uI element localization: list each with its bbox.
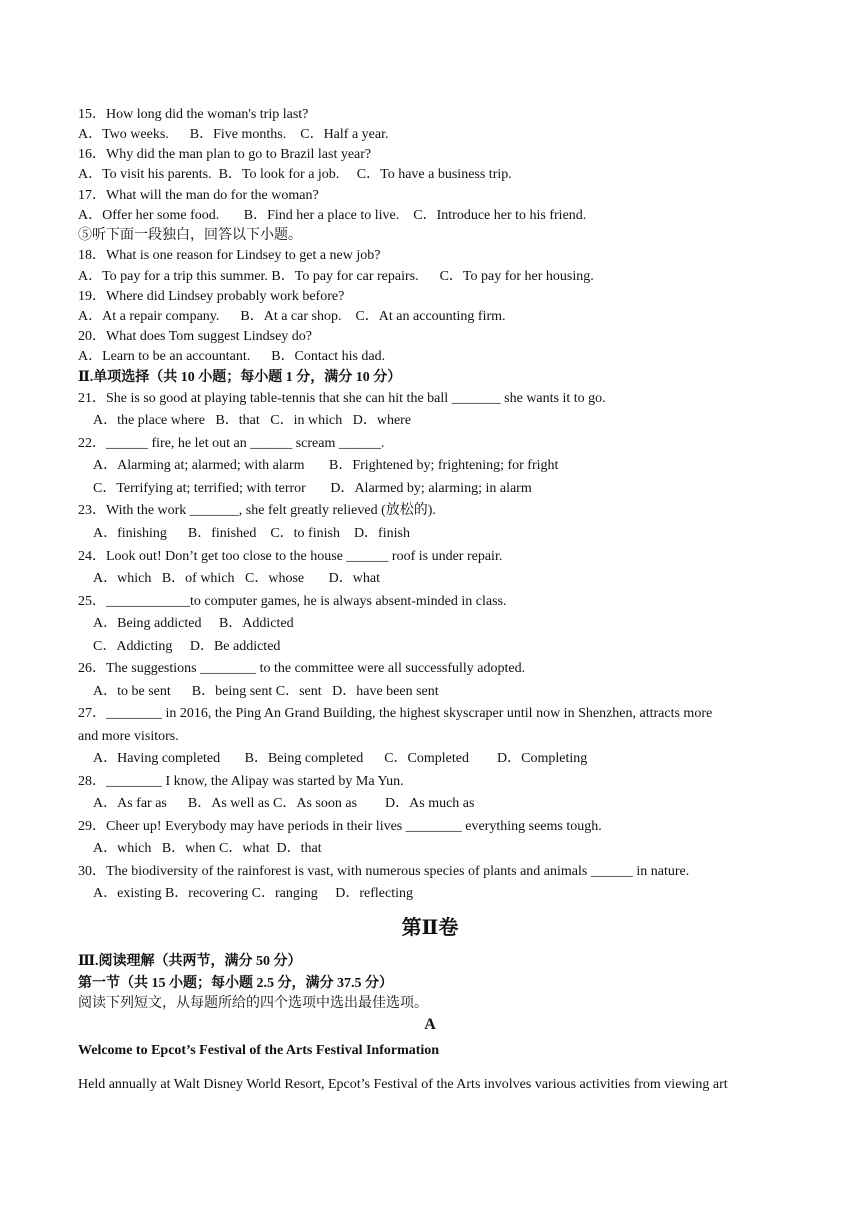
- passage-label: A: [424, 1016, 436, 1033]
- section-heading-single-choice: Ⅱ.单项选择（共 10 小题；每小题 1 分，满分 10 分）: [78, 370, 402, 385]
- options-16: A．To visit his parents. B．To look for a job. C．To have a business trip.: [78, 167, 512, 182]
- options-27: A．Having completed B．Being completed C．Completed D．Completing: [93, 751, 588, 766]
- question-28: 28．________ I know, the Alipay was started by Ma Yun.: [78, 774, 404, 789]
- part-two-title: 第Ⅱ卷: [401, 917, 459, 939]
- question-19: 19．Where did Lindsey probably work before?: [78, 289, 345, 304]
- question-26: 26．The suggestions ________ to the committee were all successfully adopted.: [78, 661, 526, 676]
- options-18: A．To pay for a trip this summer. B．To pay for car repairs. C．To pay for her housing.: [78, 269, 594, 284]
- question-17: 17．What will the man do for the woman?: [78, 188, 319, 203]
- question-22: 22．______ fire, he let out an ______ scream ______.: [78, 436, 385, 451]
- question-29: 29．Cheer up! Everybody may have periods in their lives ________ everything seems tough.: [78, 819, 602, 834]
- question-25: 25．____________to computer games, he is always absent-minded in class.: [78, 594, 507, 609]
- options-22-cd: C．Terrifying at; terrified; with terror D．Alarmed by; alarming; in alarm: [93, 481, 532, 496]
- question-27: 27．________ in 2016, the Ping An Grand Building, the highest skyscraper until now in Shenzhen, attracts more: [78, 706, 713, 721]
- options-29: A．which B．when C．what D．that: [93, 841, 322, 856]
- options-17: A．Offer her some food. B．Find her a place to live. C．Introduce her to his friend.: [78, 208, 587, 223]
- section-heading-reading: Ⅲ.阅读理解（共两节，满分 50 分）: [78, 954, 302, 969]
- question-21: 21．She is so good at playing table-tennis that she can hit the ball _______ she wants it to go.: [78, 391, 606, 406]
- options-30: A．existing B．recovering C．ranging D．reflecting: [93, 886, 413, 901]
- options-19: A．At a repair company. B．At a car shop. C．At an accounting firm.: [78, 309, 506, 324]
- question-30: 30．The biodiversity of the rainforest is vast, with numerous species of plants and animals ______ in nature.: [78, 864, 690, 879]
- options-15: A．Two weeks. B．Five months. C．Half a year.: [78, 127, 389, 142]
- options-24: A．which B．of which C．whose D．what: [93, 571, 380, 586]
- options-28: A．As far as B．As well as C．As soon as D．As much as: [93, 796, 475, 811]
- question-18: 18．What is one reason for Lindsey to get a new job?: [78, 248, 381, 263]
- options-25-cd: C．Addicting D．Be addicted: [93, 639, 281, 654]
- options-23: A．finishing B．finished C．to finish D．finish: [93, 526, 410, 541]
- passage-body: Held annually at Walt Disney World Resort, Epcot’s Festival of the Arts involves various activities from viewing art: [78, 1077, 728, 1092]
- options-26: A．to be sent B．being sent C．sent D．have been sent: [93, 684, 439, 699]
- question-24: 24．Look out! Don’t get too close to the house ______ roof is under repair.: [78, 549, 503, 564]
- reading-instruction: 阅读下列短文，从每题所给的四个选项中选出最佳选项。: [78, 996, 428, 1011]
- section-subheading: 第一节（共 15 小题；每小题 2.5 分，满分 37.5 分）: [78, 976, 393, 991]
- passage-title: Welcome to Epcot’s Festival of the Arts Festival Information: [78, 1043, 440, 1058]
- question-27-cont: and more visitors.: [78, 729, 179, 744]
- question-16: 16．Why did the man plan to go to Brazil last year?: [78, 147, 372, 162]
- question-23: 23．With the work _______, she felt greatly relieved (放松的).: [78, 503, 436, 518]
- listening-instruction: ⑤听下面一段独白，回答以下小题。: [78, 228, 302, 243]
- question-20: 20．What does Tom suggest Lindsey do?: [78, 329, 313, 344]
- question-15: 15．How long did the woman's trip last?: [78, 107, 309, 122]
- options-20: A．Learn to be an accountant. B．Contact his dad.: [78, 349, 386, 364]
- options-22-ab: A．Alarming at; alarmed; with alarm B．Frightened by; frightening; for fright: [93, 458, 559, 473]
- options-25-ab: A．Being addicted B．Addicted: [93, 616, 294, 631]
- options-21: A．the place where B．that C．in which D．where: [93, 413, 412, 428]
